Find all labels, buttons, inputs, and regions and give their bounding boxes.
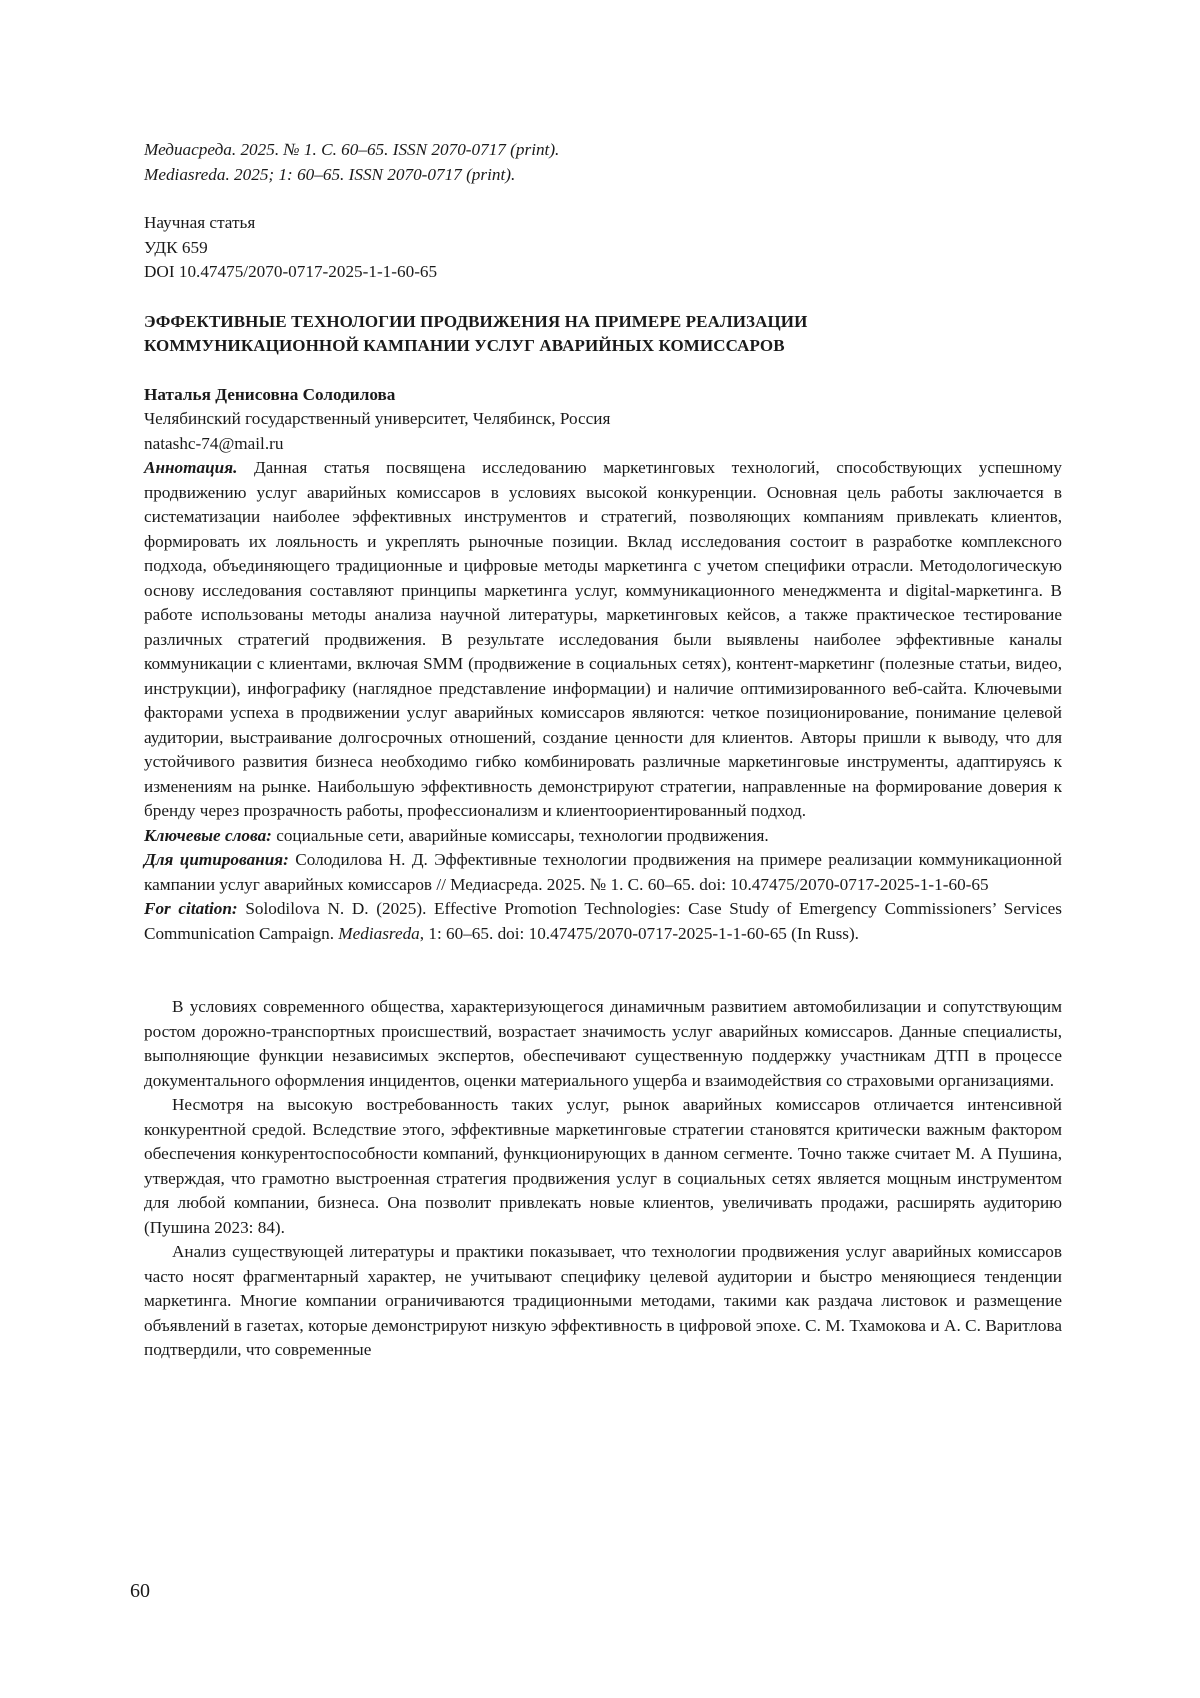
page-number: 60 [130,1580,150,1602]
doi: DOI 10.47475/2070-0717-2025-1-1-60-65 [144,262,438,281]
journal-citation-ru: Медиасреда. 2025. № 1. С. 60–65. ISSN 2070-0717 (print). [144,140,560,159]
page-content [144,138,1062,1363]
body-paragraph-1: В условиях современного общества, характеризующегося динамичным развитием автомобилизации и сопутствующим ростом дорожно-транспортных происшествий, возрастает значимость услуг аварийных комиссаров. Данные специалисты, выполняющие функции независимых экспертов, обеспечивают существенную поддержку участникам ДТП в процессе документального оформления инцидентов, оценки материального ущерба и взаимодействия со страховыми организациями. [144,997,1062,1090]
keywords-label: Ключевые слова: [144,825,272,845]
article-meta [144,211,1062,285]
citation-en-text: Solodilova N. D. (2025). Effective Promotion Technologies: Case Study of Emergency Commissioners’ Services Communication Campaign. [144,899,1062,943]
author-name: Наталья Денисовна Солодилова [144,384,396,404]
title-line-1: ЭФФЕКТИВНЫЕ ТЕХНОЛОГИИ ПРОДВИЖЕНИЯ НА ПРИМЕРЕ РЕАЛИЗАЦИИ [144,311,808,331]
citation-ru-label: Для цитирования: [144,850,289,869]
citation-en-journal: Mediasreda [338,923,420,943]
article-type: Научная статья [144,213,256,232]
abstract-text: Данная статья посвящена исследованию маркетинговых технологий, способствующих успешному продвижению услуг аварийных комиссаров в условиях высокой конкуренции. Основная цель работы заключается в систематизации наиболее эффективных инструментов и стратегий, позволяющих компаниям привлекать клиентов, формировать их лояльность и укреплять рыночные позиции. Вклад исследования состоит в разработке комплексного подхода, объединяющего традиционные и цифровые методы маркетинга с учетом специфики отрасли. Методологическую основу исследования составляют принципы маркетинга услуг, коммуникационного менеджмента и digital-маркетинга. В работе использованы методы анализа научной литературы, маркетинговых кейсов, а также практическое тестирование различных стратегий продвижения. В результате исследования были выявлены наиболее эффективные каналы коммуникации с клиентами, включая SMM (продвижение в социальных сетях), контент-маркетинг (полезные статьи, видео, инструкции), инфографику (наглядное представление информации) и наличие оптимизированного веб-сайта. Ключевыми факторами успеха в продвижении услуг аварийных комиссаров являются: четкое позиционирование, понимание целевой аудитории, выстраивание долгосрочных отношений, создание ценности для клиентов. Авторы пришли к выводу, что для устойчивого развития бизнеса необходимо гибко комбинировать различные маркетинговые инструменты, адаптируясь к изменениям на рынке. Наибольшую эффективность демонстрируют стратегии, направленные на формирование доверия к бренду через прозрачность работы, профессионализм и клиентоориентированный подход. [144,458,1062,820]
article-title [144,310,1062,358]
keywords-text: социальные сети, аварийные комиссары, технологии продвижения. [276,825,769,845]
abstract [144,456,1062,824]
title-line-2: КОММУНИКАЦИОННОЙ КАМПАНИИ УСЛУГ АВАРИЙНЫХ КОМИССАРОВ [144,335,785,355]
keywords [144,824,1062,849]
author-affiliation: Челябинский государственный университет, Челябинск, Россия [144,409,611,428]
abstract-label: Аннотация. [144,458,238,477]
citation-ru [144,848,1062,897]
article-body [144,995,1062,1363]
citation-ru-text: Солодилова Н. Д. Эффективные технологии продвижения на примере реализации коммуникационной кампании услуг аварийных комиссаров // Медиасреда. 2025. № 1. С. 60–65. doi: 10.47475/2070-0717-2025-1-1-60-65 [144,850,1063,894]
citation-en-tail: , 1: 60–65. doi: 10.47475/2070-0717-2025-1-1-60-65 (In Russ). [419,923,859,943]
body-paragraph-3: Анализ существующей литературы и практики показывает, что технологии продвижения услуг аварийных комиссаров часто носят фрагментарный характер, не учитывают специфику целевой аудитории и быстро меняющиеся тенденции маркетинга. Многие компании ограничиваются традиционными методами, такими как раздача листовок и размещение объявлений в газетах, которые демонстрируют низкую эффективность в цифровой эпохе. С. М. Тхамокова и А. С. Варитлова подтвердили, что современные [144,1242,1062,1359]
author-block [144,383,1062,457]
journal-citation-en: Mediasreda. 2025; 1: 60–65. ISSN 2070-0717 (print). [144,164,516,184]
citation-en-label: For citation: [144,899,238,918]
author-email: natashc-74@mail.ru [144,433,284,453]
citation-en [144,897,1062,946]
udc-code: УДК 659 [144,237,208,257]
body-paragraph-2: Несмотря на высокую востребованность таких услуг, рынок аварийных комиссаров отличается интенсивной конкурентной средой. Вследствие этого, эффективные маркетинговые стратегии становятся критически важным фактором обеспечения конкурентоспособности компаний, функционирующих в данном сегменте. Точно также считает М. А Пушина, утверждая, что грамотно выстроенная стратегия продвижения услуг в социальных сетях является мощным инструментом для любой компании, бизнеса. Она позволит привлекать новые клиентов, увеличивать продажи, расширять аудиторию (Пушина 2023: 84). [144,1095,1062,1237]
